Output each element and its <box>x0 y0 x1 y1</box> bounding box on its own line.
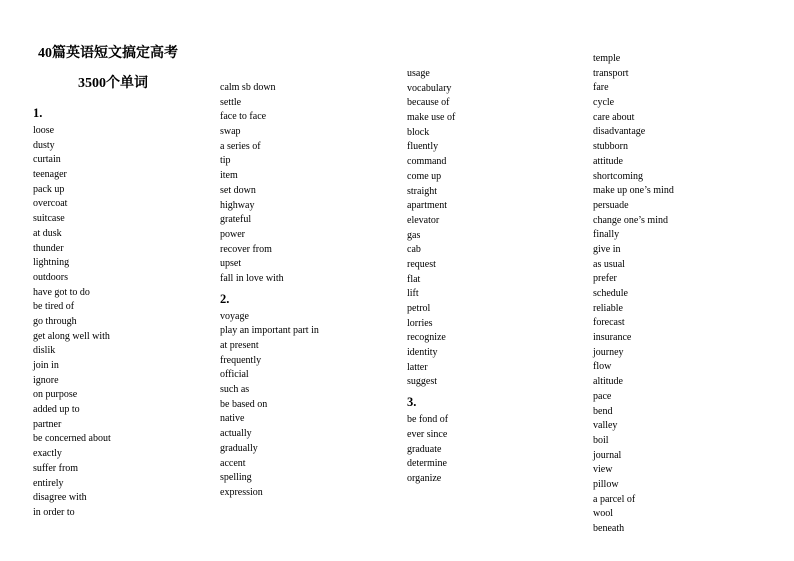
word-item: play an important part in <box>220 325 319 337</box>
word-item: disadvantage <box>593 126 646 138</box>
section-heading-2: 2. <box>220 291 230 306</box>
word-item: transport <box>593 67 629 79</box>
word-item: flow <box>593 361 612 373</box>
word-item: a parcel of <box>593 493 636 505</box>
word-item: disagree with <box>33 492 87 504</box>
word-item: suitcase <box>33 213 65 225</box>
document-subtitle: 3500个单词 <box>78 76 148 91</box>
column-1 <box>33 103 213 521</box>
word-item: swap <box>220 126 241 138</box>
word-item: fluently <box>407 141 439 153</box>
word-item: be fond of <box>407 414 449 426</box>
word-item: straight <box>407 185 437 197</box>
word-item: teenager <box>33 169 67 181</box>
word-item: shortcoming <box>593 170 643 182</box>
word-item: added up to <box>33 404 80 416</box>
word-item: accent <box>220 457 246 469</box>
word-item: usage <box>407 68 430 79</box>
word-item: flat <box>407 273 421 285</box>
word-item: attitude <box>593 155 623 167</box>
word-item: be tired of <box>33 301 75 313</box>
word-item: prefer <box>593 273 617 285</box>
word-item: elevator <box>407 214 440 226</box>
word-item: recover from <box>220 243 272 255</box>
word-item: in order to <box>33 506 75 518</box>
word-item: insurance <box>593 332 632 344</box>
word-item: apartment <box>407 200 447 212</box>
word-item: as usual <box>593 258 625 270</box>
word-item: overcoat <box>33 198 68 210</box>
word-item: face to face <box>220 111 267 123</box>
word-item: boil <box>593 434 609 446</box>
word-item: cab <box>407 244 421 256</box>
word-item: view <box>593 464 613 476</box>
word-item: calm sb down <box>220 82 276 93</box>
column-2 <box>220 81 400 501</box>
word-item: ever since <box>407 428 448 440</box>
word-item: have got to do <box>33 286 90 298</box>
word-item: highway <box>220 199 255 211</box>
word-item: care about <box>593 111 635 123</box>
word-item: change one’s mind <box>593 214 668 226</box>
word-item: pillow <box>593 478 619 490</box>
column-4 <box>593 52 773 537</box>
word-item: at present <box>220 340 259 351</box>
word-item: vocabulary <box>407 82 452 94</box>
word-item: native <box>220 413 245 425</box>
word-item: wool <box>593 508 613 520</box>
word-item: settle <box>220 96 242 108</box>
word-item: forecast <box>593 317 625 329</box>
word-item: pace <box>593 390 612 402</box>
word-item: pack up <box>33 183 65 195</box>
word-item: graduate <box>407 443 442 455</box>
word-item: grateful <box>220 214 252 226</box>
word-item: command <box>407 156 447 168</box>
word-item: beneath <box>593 523 625 534</box>
word-item: curtain <box>33 154 61 166</box>
document-title: 40篇英语短文搞定高考 <box>38 46 178 61</box>
column-3 <box>407 67 587 487</box>
word-item: persuade <box>593 199 629 211</box>
word-item: frequently <box>220 354 262 366</box>
word-item: a series of <box>220 140 261 152</box>
word-item: go through <box>33 315 77 327</box>
word-item: make up one’s mind <box>593 185 674 197</box>
section-heading-1: 1. <box>33 106 43 120</box>
word-item: altitude <box>593 376 623 388</box>
word-item: latter <box>407 361 428 373</box>
word-item: actually <box>220 428 252 440</box>
word-item: journal <box>593 449 622 461</box>
word-item: make use of <box>407 112 456 124</box>
word-item: come up <box>407 170 442 182</box>
word-item: temple <box>593 53 621 64</box>
word-item: get along well with <box>33 330 110 342</box>
word-item: suggest <box>407 376 437 388</box>
word-item: dislik <box>33 345 56 357</box>
word-item: because of <box>407 97 450 109</box>
word-item: journey <box>593 346 624 358</box>
word-item: stubborn <box>593 141 628 153</box>
word-item: thunder <box>33 242 64 254</box>
word-item: reliable <box>593 302 623 314</box>
word-item: entirely <box>33 477 64 489</box>
word-item: finally <box>593 229 620 241</box>
word-item: on purpose <box>33 389 78 401</box>
word-item: cycle <box>593 97 615 109</box>
word-item: schedule <box>593 288 628 299</box>
word-item: lift <box>407 288 419 300</box>
word-item: suffer from <box>33 462 79 474</box>
word-item: dusty <box>33 139 55 151</box>
word-item: voyage <box>220 310 249 322</box>
word-item: fare <box>593 82 609 94</box>
word-item: lorries <box>407 317 433 329</box>
word-item: recognize <box>407 332 446 344</box>
word-item: determine <box>407 458 447 470</box>
word-item: gradually <box>220 442 258 454</box>
word-item: item <box>220 170 238 182</box>
word-item: ignore <box>33 374 59 386</box>
word-item: bend <box>593 405 613 417</box>
word-item: be based on <box>220 398 268 410</box>
word-item: petrol <box>407 303 431 314</box>
word-item: join in <box>33 360 59 371</box>
word-item: valley <box>593 420 618 432</box>
word-item: gas <box>407 229 421 241</box>
word-item: power <box>220 228 245 240</box>
word-item: identity <box>407 347 438 359</box>
word-item: block <box>407 126 430 138</box>
section-heading-3: 3. <box>407 395 417 410</box>
word-item: exactly <box>33 448 62 460</box>
word-item: partner <box>33 418 62 430</box>
word-item: set down <box>220 184 256 196</box>
word-item: at dusk <box>33 227 62 239</box>
word-item: such as <box>220 384 250 396</box>
word-item: outdoors <box>33 271 68 283</box>
word-item: give in <box>593 243 621 255</box>
word-item: upset <box>220 258 242 270</box>
word-item: official <box>220 369 249 381</box>
word-item: tip <box>220 155 231 167</box>
word-item: be concerned about <box>33 433 111 445</box>
word-item: spelling <box>220 472 252 484</box>
word-item: organize <box>407 472 442 484</box>
word-item: request <box>407 258 436 270</box>
word-item: expression <box>220 486 263 498</box>
word-item: fall in love with <box>220 272 284 284</box>
word-item: lightning <box>33 257 70 269</box>
word-item: loose <box>33 125 55 136</box>
